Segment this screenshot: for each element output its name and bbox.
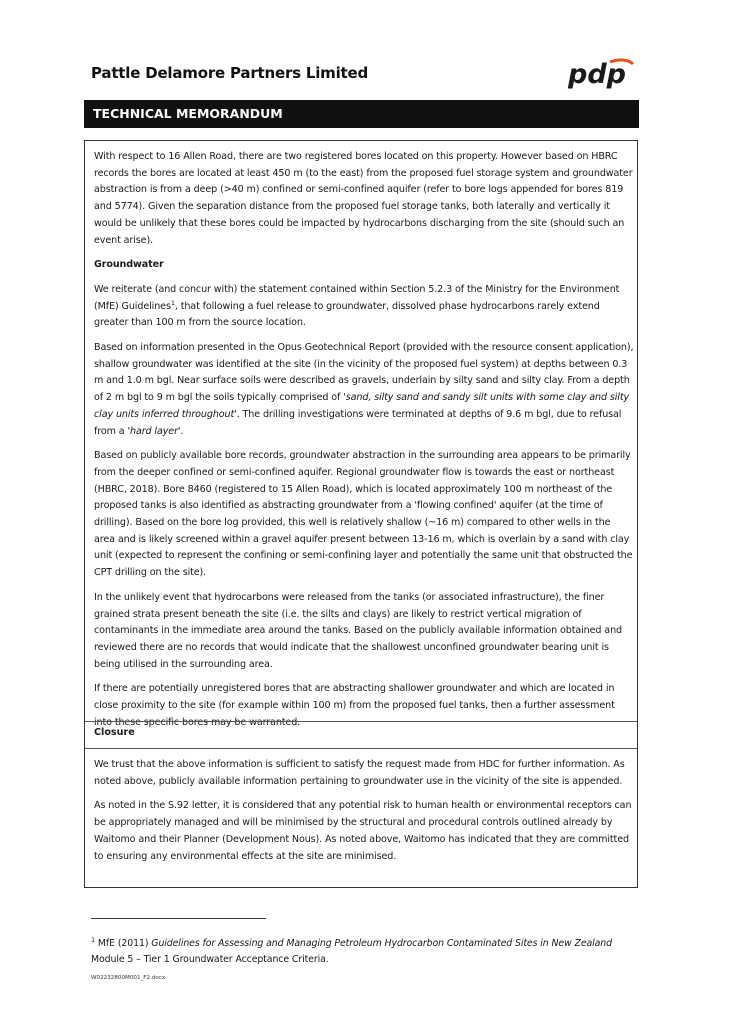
- memo-body-closure: [94, 757, 634, 873]
- pdp-logo: [566, 56, 636, 92]
- paragraph-closure-trust: We trust that the above information is sufficient to satisfy the request made from HDC for further information. As noted above, publicly available information pertaining to groundwater use in the vicinity of the site is appended.: [94, 759, 625, 787]
- memo-type-bar: TECHNICAL MEMORANDUM: [84, 100, 639, 128]
- footnote-marker: 1: [170, 298, 175, 307]
- logo-text: pdp: [568, 59, 626, 90]
- paragraph-unregistered-bores: If there are potentially unregistered bores that are abstracting shallower groundwater and which are located in close proximity to the site (for example within 100 m) from the proposed fuel tanks, then a further assessment into these specific bores may be warranted.: [94, 683, 615, 728]
- paragraph-closure-s92: As noted in the S.92 letter, it is considered that any potential risk to human health or environmental receptors can be appropriately managed and will be minimised by the structural and procedural controls outlined already by Waitomo and their Planner (Development Nous). As noted above, Waitomo has indicated that they are committed to ensuring any environmental effects at the site are minimised.: [94, 800, 632, 862]
- company-name: Pattle Delamore Partners Limited: [91, 64, 369, 82]
- paragraph-opus-report: Based on information presented in the Opus Geotechnical Report (provided with the resource consent application), shallow groundwater was identified at the site (in the vicinity of the proposed fuel system) at depths between 0.3 m and 1.0 m bgl. Near surface soils were described as gravels, underlain by silty sand and silty clay. From a depth of 2 m bgl to 9 m bgl the soils typically comprised of 'sand, silty sand and sandy silt units with some clay and silty clay units inferred throughout'. The drilling investigations were terminated at depths of 9.6 m bgl, due to refusal from a 'hard layer'.: [94, 342, 634, 437]
- paragraph-bore-records: Based on publicly available bore records, groundwater abstraction in the surrounding area appears to be primarily from the deeper confined or semi-confined aquifer. Regional groundwater flow is towards the east or northeast (HBRC, 2018). Bore 8460 (registered to 15 Allen Road), which is located approximately 100 m northeast of the proposed tanks is also identified as abstracting groundwater from a 'flowing confined' aquifer (at the time of drilling). Based on the bore log provided, this well is relatively shallow (~16 m) compared to other wells in the area and is likely screened within a gravel aquifer present between 13-16 m, which is overlain by a sand with clay unit (expected to represent the confining or semi-confining layer and potentially the same unit that obstructed the CPT drilling on the site).: [94, 450, 633, 579]
- footnote-divider: [91, 918, 266, 919]
- document-reference: W02232800M001_F2.docx: [91, 975, 166, 981]
- groundwater-heading: Groundwater: [94, 259, 164, 271]
- memo-body-upper: [94, 149, 634, 740]
- footnote: $^1$ MfE (2011) Guidelines for Assessing and Managing Petroleum Hydrocarbon Contaminated Sites in New Zealand Module 5 – Tier 1 Groundwater Acceptance Criteria.: [91, 935, 612, 965]
- paragraph-allen-road-bores: With respect to 16 Allen Road, there are two registered bores located on this property. However based on HBRC records the bores are located at least 450 m (to the east) from the proposed fuel storage system and groundwater abstraction is from a deep (>40 m) confined or semi-confined aquifer (refer to bore logs appended for bores 819 and 5774). Given the separation distance from the proposed fuel storage tanks, both laterally and vertically it would be unlikely that these bores could be impacted by hydrocarbons discharging from the site (should such an event arise).: [94, 151, 633, 246]
- paragraph-unlikely-event: In the unlikely event that hydrocarbons were released from the tanks (or associated infrastructure), the finer grained strata present beneath the site (i.e. the silts and clays) are likely to restrict vertical migration of contaminants in the immediate area around the tanks. Based on the publicly available information obtained and reviewed there are no records that would indicate that the shallowest unconfined groundwater bearing unit is being utilised in the surrounding area.: [94, 591, 622, 670]
- paragraph-mfe-guidelines: We reiterate (and concur with) the statement contained within Section 5.2.3 of the Ministry for the Environment (MfE) Guidelines$^1$, that following a fuel release to groundwater, dissolved phase hydrocarbons rarely extend greater than 100 m from the source location.: [94, 283, 620, 329]
- closure-band: [85, 721, 637, 749]
- closure-heading: Closure: [94, 727, 135, 738]
